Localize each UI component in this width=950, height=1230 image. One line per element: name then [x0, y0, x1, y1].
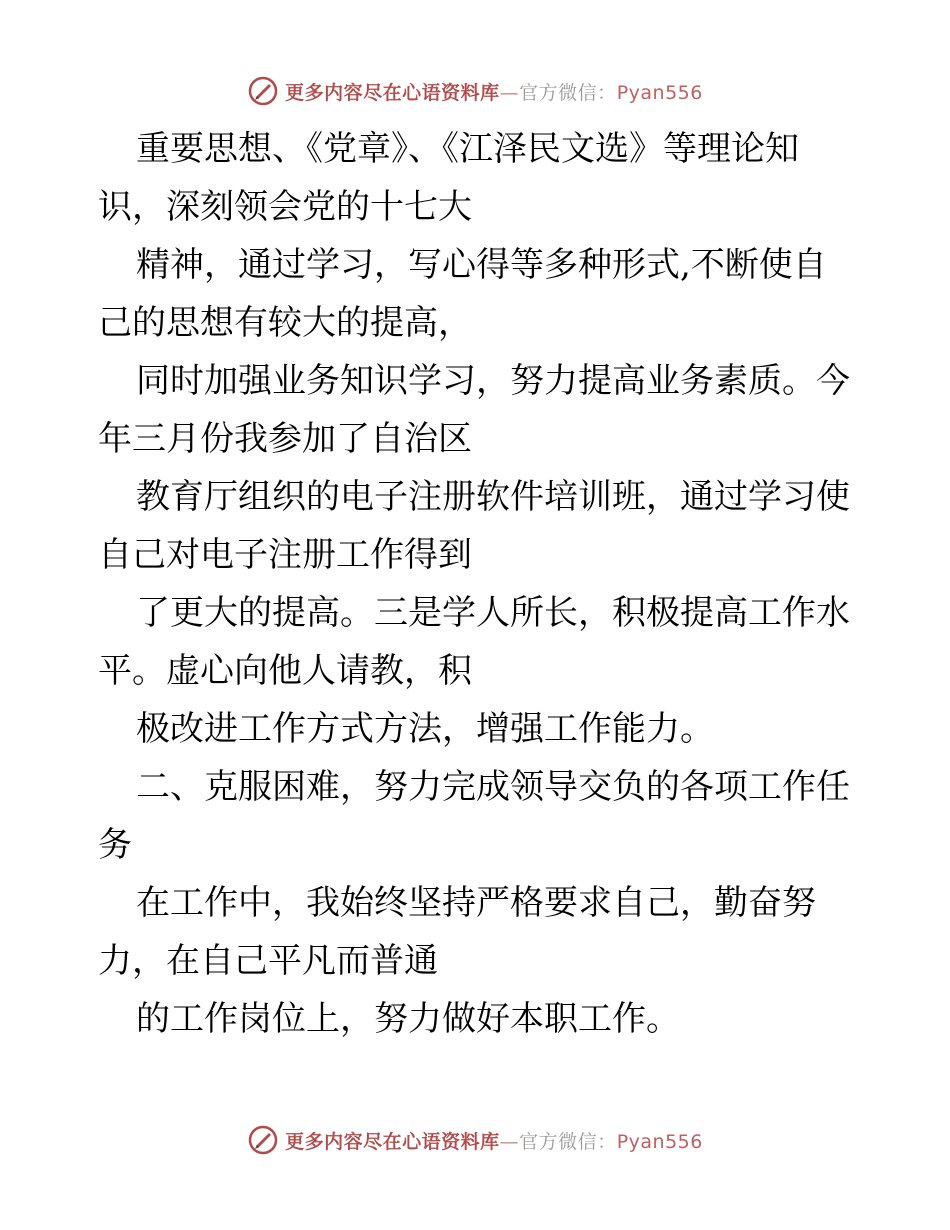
text-line: 在工作中，我始终坚持严格要求自己，勤奋努 [136, 883, 816, 923]
watermark-separator: — [499, 1130, 520, 1153]
watermark-id: Pyan556 [616, 1130, 703, 1153]
text-line: 精神，通过学习，写心得等多种形式,不断使自 [136, 245, 827, 285]
text-line: 极改进工作方式方法，增强工作能力。 [136, 709, 714, 749]
watermark-main: 更多内容尽在心语资料库 [285, 1130, 500, 1153]
text-line: 重要思想、《党章》、《江泽民文选》等理论知 [136, 129, 799, 169]
paragraph [98, 874, 858, 990]
watermark-sub: 官方微信： [519, 1130, 617, 1153]
watermark-text [285, 1127, 703, 1154]
paragraph [98, 236, 858, 352]
paragraph [98, 700, 858, 758]
document-body [98, 120, 858, 1048]
paragraph [98, 990, 858, 1048]
text-line: 了更大的提高。三是学人所长，积极提高工作水 [136, 593, 850, 633]
text-line: 力，在自己平凡而普通 [98, 941, 438, 981]
text-line: 二、克服困难，努力完成领导交负的各项工作任 [136, 767, 850, 807]
paragraph [98, 468, 858, 584]
footer-watermark [0, 1120, 950, 1160]
text-line: 务 [98, 825, 132, 865]
text-line: 识，深刻领会党的十七大 [98, 187, 472, 227]
text-line: 自己对电子注册工作得到 [98, 535, 472, 575]
watermark-id: Pyan556 [616, 81, 703, 104]
header-watermark [0, 71, 950, 111]
quill-pen-icon [247, 1124, 279, 1156]
text-line: 的工作岗位上，努力做好本职工作。 [136, 999, 680, 1039]
paragraph [98, 352, 858, 468]
paragraph [98, 120, 858, 236]
text-line: 同时加强业务知识学习，努力提高业务素质。今 [136, 361, 850, 401]
text-line: 平。虚心向他人请教，积 [98, 651, 472, 691]
watermark-text [285, 78, 703, 105]
watermark-main: 更多内容尽在心语资料库 [285, 81, 500, 104]
watermark-separator: — [499, 81, 520, 104]
text-line: 己的思想有较大的提高， [98, 303, 472, 343]
text-line: 教育厅组织的电子注册软件培训班，通过学习使 [136, 477, 850, 517]
watermark-sub: 官方微信： [519, 81, 617, 104]
section-heading [98, 758, 858, 874]
quill-pen-icon [247, 75, 279, 107]
paragraph [98, 584, 858, 700]
text-line: 年三月份我参加了自治区 [98, 419, 472, 459]
